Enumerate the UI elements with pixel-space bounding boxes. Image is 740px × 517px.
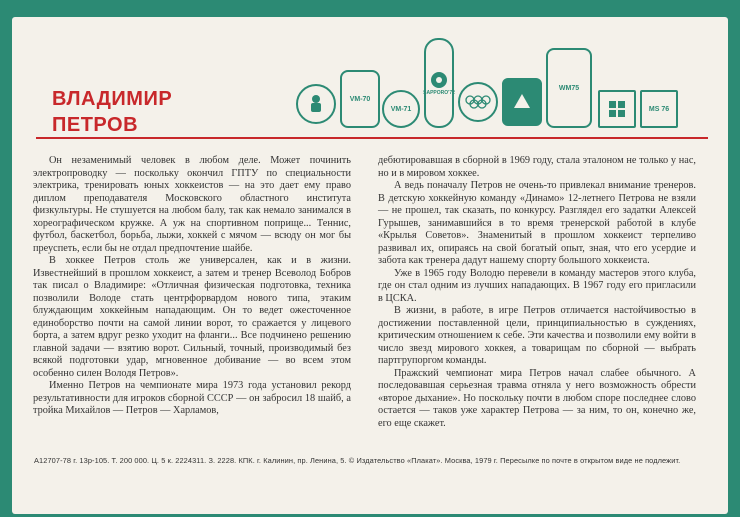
right-paragraph: А ведь поначалу Петров не очень-то привлекал внимание тренеров. В детскую хоккейную команду «Динамо» 12-летнего Петрова не взяли — не прошел, так сказать, по конкурсу. Разглядел его задатки Алексей Гурышев, занимавшийся в то время тренерской работой в клубе «Крылья Советов». Знаменитый в прошлом хоккеист терпеливо развивал их, опираясь на свой богатый опыт, зная, что его усердие и забота как тренера дадут нашему спорту большого хоккеиста.: [378, 180, 696, 266]
ms76-logo-icon: [640, 90, 678, 128]
championship-emblem-logo-icon: [502, 78, 542, 126]
right-paragraph: Уже в 1965 году Володю перевели в команду мастеров этого клуба, где он стал одним из лучших нападающих. В 1967 году его пригласили в ЦСКА.: [378, 267, 696, 304]
right-paragraph: Пражский чемпионат мира Петров начал слабее обычного. А последовавшая серьезная травма отняла у него возможность обрести «второе дыхание». Но поскольку почти в любом споре последнее слово остается — таков уже характер Петрова — за ним, то он, конечно же, его еще скажет.: [378, 367, 696, 429]
vm70-logo-icon: [340, 70, 380, 128]
left-column-text: [33, 155, 351, 418]
ms76-label: MS 76: [648, 105, 670, 113]
right-paragraph: В жизни, в работе, в игре Петров отличается настойчивостью в достижении поставленной цели, принципиальностью в суждениях, критическим отношением к себе. Эти качества и позволили ему войти в число звезд мирового хоккея, а товарищам по сборной — выбрать партгрупоргом команды.: [378, 305, 696, 366]
innsbruck-logo-icon: [598, 90, 636, 128]
title-divider: [36, 137, 708, 139]
sapporo72-logo-icon: [424, 38, 454, 128]
right-column-text: [378, 155, 696, 430]
left-paragraph: Именно Петров на чемпионате мира 1973 года установил рекорд результативности для игроков сборной СССР — он забросил 18 шайб, а тройка Михайлов — Петров — Харламов,: [33, 380, 351, 416]
wm75-logo-icon: [546, 48, 592, 128]
left-paragraph: Он незаменимый человек в любом деле. Может починить электропроводку — поскольку окончил ГПТУ по специальности электрика, тренировать юных хоккеистов — на это дает ему право диплом преподавателя Московского областного института физкультуры. Не стушуется на любом балу, так как немало занимался в хореографическом кружке. А уж на спортивном поприще... Теннис, футбол, баскетбол, борьба, лыжи, хоккей с мячом — всюду он мог бы преуспеть, если бы не отдал предпочтение шайбе.: [33, 155, 351, 254]
wm75-label: WM75: [558, 84, 580, 92]
vm71-logo-icon: [382, 90, 420, 128]
olympic-rings-logo-icon: [458, 82, 498, 122]
print-imprint: А12707-78 г. 13р-105. Т. 200 000. Ц. 5 к. 2224311. З. 2228. КПК. г. Калинин, пр. Ленина, 5. © Издательство «Плакат». Москва, 1979 г. Пересылке по почте в открытом виде не подлежит.: [34, 456, 681, 465]
hockey-player-logo-icon: [296, 84, 336, 124]
left-paragraph: В хоккее Петров столь же универсален, как и в жизни. Известнейший в прошлом хоккеист, а затем и тренер Всеволод Бобров так писал о Владимире: «Отличная физическая подготовка, техника позволили Володе стать центрфорвардом нового типа, этаким блуждающим хоккейным нападающим. Он то ведет ожесточенное единоборство почти на самой линии ворот, то сражается у лицевого борта, а затем вдруг резко уходит на фланги... Все подчинено решению главной задачи — взятию ворот. Сильный, точный, производимый без всякой подготовки удар, мгновенное добивание — во всем этом особенно силен Володя Петров».: [33, 255, 351, 379]
vm71-label: VM-71: [390, 105, 412, 113]
right-paragraph: дебютировавшая в сборной в 1969 году, стала эталоном не только у нас, но и в мировом хоккее.: [378, 155, 696, 179]
title-first-name: ВЛАДИМИР: [52, 88, 173, 110]
vm70-label: VM-70: [349, 95, 371, 103]
sapporo72-label: SAPPORO'72: [423, 90, 455, 96]
player-name: [52, 86, 172, 138]
title-last-name: ПЕТРОВ: [52, 114, 139, 136]
championship-logos: [296, 36, 686, 131]
